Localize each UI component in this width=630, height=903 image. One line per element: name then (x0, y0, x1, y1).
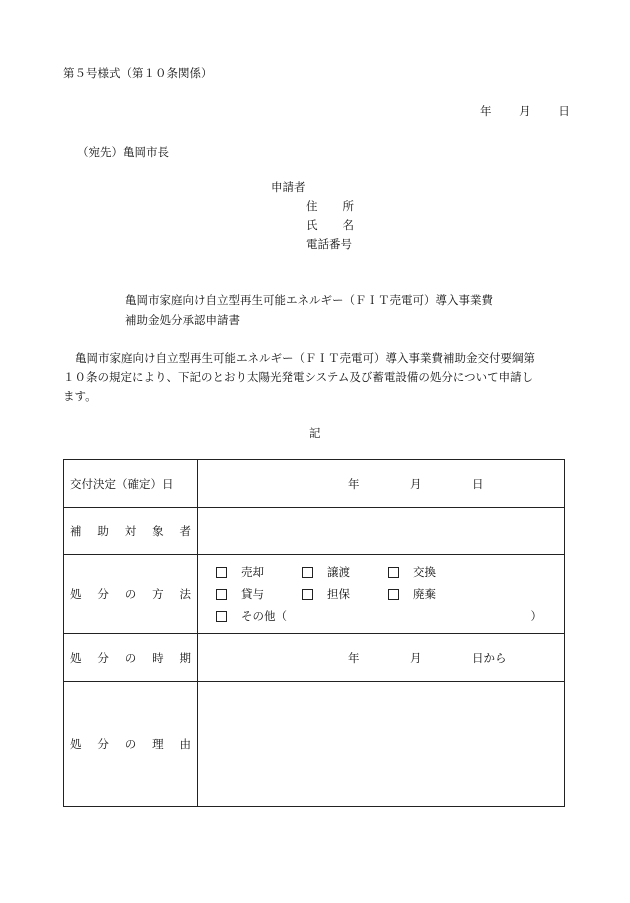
method-label (64, 555, 198, 634)
reason-char-5: 由 (179, 737, 191, 751)
option-lend-label: 貸与 (241, 587, 264, 601)
period-char-4: 時 (152, 650, 164, 665)
reason-char-4: 理 (152, 737, 164, 751)
table-row-period (64, 634, 565, 682)
option-sale-label: 売却 (241, 565, 264, 579)
method-options (198, 555, 565, 634)
option-other-label: その他（ (241, 609, 287, 623)
address-char-1: 住 (306, 199, 318, 213)
date-line (480, 103, 570, 119)
name-char-2: 名 (342, 218, 354, 232)
applicant-address-label (306, 198, 354, 214)
checkbox-icon[interactable] (216, 567, 227, 578)
checkbox-icon[interactable] (216, 589, 227, 600)
date-month: 月 (519, 104, 531, 118)
method-char-3: の (124, 587, 137, 601)
option-disposal-label: 廃棄 (413, 587, 436, 601)
target-char-1: 補 (70, 524, 82, 538)
method-char-2: 分 (97, 587, 109, 601)
option-lend[interactable] (216, 583, 302, 605)
method-char-5: 法 (179, 587, 191, 601)
decision-year: 年 (348, 476, 360, 491)
checkbox-icon[interactable] (302, 567, 313, 578)
applicant-name-label (306, 217, 354, 233)
checkbox-icon[interactable] (302, 589, 313, 600)
period-year: 年 (348, 650, 360, 665)
target-label (64, 508, 198, 555)
form-number: 第５号様式（第１０条関係） (63, 66, 213, 80)
applicant-heading: 申請者 (271, 180, 306, 194)
period-char-3: の (124, 650, 137, 665)
ki-heading: 記 (309, 426, 321, 440)
option-transfer-label: 譲渡 (327, 565, 350, 579)
name-char-1: 氏 (306, 218, 318, 232)
target-char-2: 助 (97, 524, 109, 538)
option-other[interactable] (216, 605, 531, 627)
address-char-2: 所 (342, 199, 354, 213)
applicant-phone-label: 電話番号 (306, 237, 352, 251)
table-row-method (64, 555, 565, 634)
option-collateral-label: 担保 (327, 587, 350, 601)
body-line3: ます。 (63, 389, 97, 403)
option-disposal[interactable] (388, 583, 436, 605)
table-row-target (64, 508, 565, 555)
target-char-4: 象 (152, 524, 164, 538)
date-year: 年 (480, 104, 492, 118)
reason-char-1: 処 (70, 737, 82, 751)
date-day: 日 (558, 104, 570, 118)
period-char-2: 分 (97, 650, 109, 665)
option-collateral[interactable] (302, 583, 388, 605)
option-transfer[interactable] (302, 561, 388, 583)
period-char-5: 期 (179, 650, 191, 665)
decision-month: 月 (410, 476, 422, 491)
document-title-line1: 亀岡市家庭向け自立型再生可能エネルギー（ＦＩＴ売電可）導入事業費 (125, 293, 493, 307)
checkbox-icon[interactable] (388, 589, 399, 600)
target-char-3: 対 (124, 524, 137, 538)
reason-char-3: の (124, 737, 137, 751)
option-sale[interactable] (216, 561, 302, 583)
option-other-close: ） (530, 609, 542, 623)
option-exchange[interactable] (388, 561, 436, 583)
application-table (63, 459, 565, 807)
decision-day: 日 (472, 476, 484, 491)
period-char-1: 処 (70, 650, 82, 665)
period-day: 日から (472, 650, 507, 665)
reason-value[interactable] (198, 682, 565, 807)
period-month: 月 (410, 650, 422, 665)
checkbox-icon[interactable] (216, 611, 227, 622)
target-value[interactable] (198, 508, 565, 555)
period-label (64, 634, 198, 682)
table-row-decision-date (64, 460, 565, 508)
period-value[interactable] (198, 634, 565, 682)
table-row-reason (64, 682, 565, 807)
body-line2: １０条の規定により、下記のとおり太陽光発電システム及び蓄電設備の処分について申請し (63, 370, 534, 384)
addressee: （宛先）亀岡市長 (77, 145, 169, 159)
checkbox-icon[interactable] (388, 567, 399, 578)
reason-label (64, 682, 198, 807)
decision-date-value[interactable] (198, 460, 565, 508)
decision-date-label: 交付決定（確定）日 (64, 460, 198, 508)
body-line1: 亀岡市家庭向け自立型再生可能エネルギー（ＦＩＴ売電可）導入事業費補助金交付要綱第 (75, 351, 535, 365)
option-exchange-label: 交換 (413, 565, 436, 579)
method-char-1: 処 (70, 587, 82, 601)
reason-char-2: 分 (97, 737, 109, 751)
method-char-4: 方 (152, 587, 164, 601)
document-title-line2: 補助金処分承認申請書 (125, 313, 240, 327)
target-char-5: 者 (179, 524, 191, 538)
